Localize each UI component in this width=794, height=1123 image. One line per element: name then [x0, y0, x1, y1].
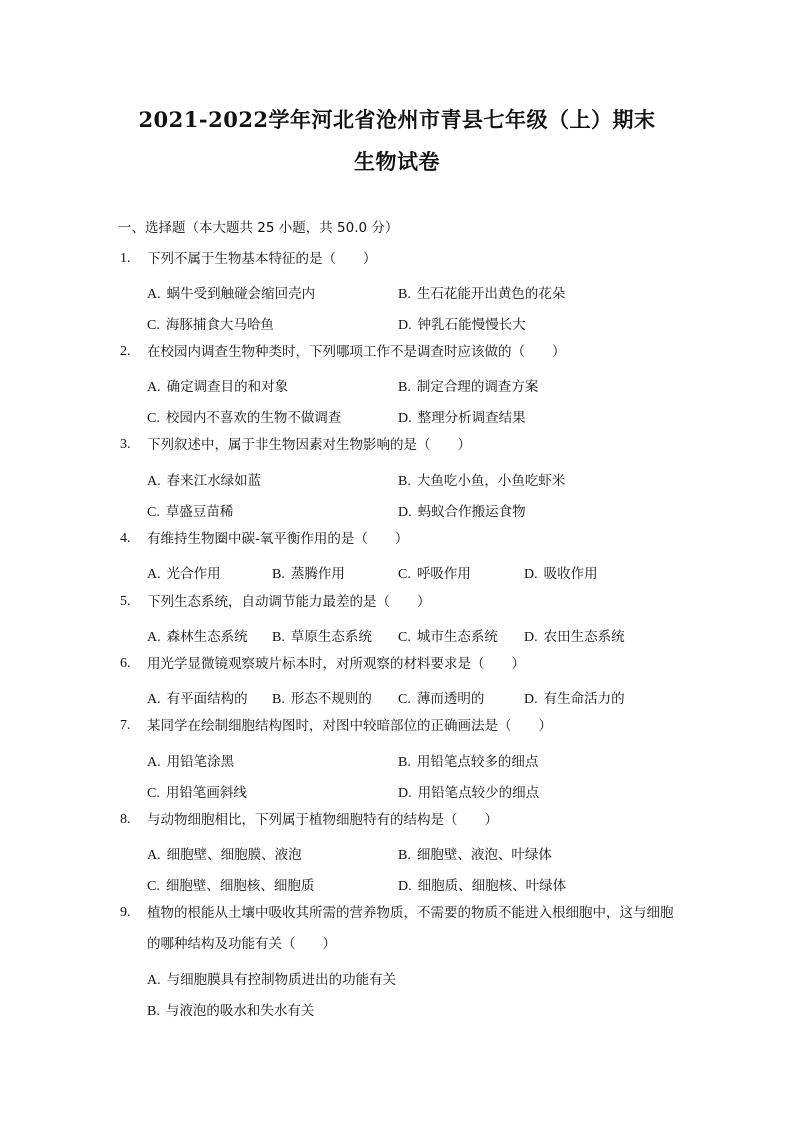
option-text: 蚂蚁合作搬运食物: [417, 504, 526, 520]
option-letter: D.: [398, 505, 412, 520]
option-b: [398, 750, 538, 771]
option-a: [147, 625, 248, 646]
option-text: 形态不规则的: [290, 691, 372, 707]
option-text: 吸收作用: [543, 566, 598, 582]
option-letter: C.: [398, 692, 411, 707]
option-text: 生石花能开出黄色的花朵: [416, 286, 566, 302]
question-stem: 植物的根能从土壤中吸收其所需的营养物质，不需要的物质不能进入根细胞中，这与细胞的哪种结构及功能有关（ ）: [147, 905, 674, 952]
option-text: 大鱼吃小鱼，小鱼吃虾米: [416, 473, 566, 489]
option-d: [524, 562, 598, 583]
option-letter: D.: [398, 318, 412, 333]
option-a: [147, 687, 248, 708]
question-number: 6.: [120, 656, 131, 671]
option-letter: B.: [398, 755, 411, 770]
option-text: 蜗牛受到触碰会缩回壳内: [166, 286, 316, 302]
option-d: [524, 625, 625, 646]
option-letter: D.: [398, 879, 412, 894]
option-b: [272, 687, 372, 708]
option-d: [398, 500, 526, 521]
question-number: 2.: [120, 344, 131, 359]
option-d: [398, 781, 539, 802]
option-text: 森林生态系统: [166, 629, 248, 645]
exam-title-line2: 生物试卷: [354, 149, 440, 174]
option-letter: B.: [147, 1004, 160, 1019]
exam-title-line1: 2021-2022学年河北省沧州市青县七年级（上）期末: [138, 107, 656, 132]
question-number: 4.: [120, 531, 131, 546]
option-letter: A.: [147, 287, 161, 302]
section-heading: 一、选择题（本大题共 25 小题，共 50.0 分）: [118, 220, 399, 236]
option-letter: B.: [272, 630, 285, 645]
option-letter: D.: [524, 692, 538, 707]
option-letter: A.: [147, 973, 161, 988]
option-letter: C.: [147, 879, 160, 894]
option-text: 与液泡的吸水和失水有关: [165, 1003, 315, 1019]
option-a: [147, 375, 288, 396]
option-letter: A.: [147, 755, 161, 770]
option-text: 有平面结构的: [166, 691, 248, 707]
question-stem: 下列叙述中，属于非生物因素对生物影响的是（ ）: [147, 437, 471, 453]
option-letter: A.: [147, 630, 161, 645]
option-letter: D.: [524, 630, 538, 645]
option-letter: A.: [147, 474, 161, 489]
option-d: [524, 687, 625, 708]
option-text: 有生命活力的: [543, 691, 625, 707]
question-number: 7.: [120, 718, 131, 733]
option-letter: B.: [398, 380, 411, 395]
option-a: [147, 562, 221, 583]
option-text: 呼吸作用: [416, 566, 471, 582]
option-text: 整理分析调查结果: [417, 410, 526, 426]
option-b: [398, 375, 538, 396]
option-b: [398, 843, 552, 864]
option-letter: A.: [147, 848, 161, 863]
option-letter: B.: [398, 287, 411, 302]
option-text: 农田生态系统: [543, 629, 625, 645]
option-text: 钟乳石能慢慢长大: [417, 317, 526, 333]
option-b: [272, 625, 372, 646]
question-stem: 下列生态系统，自动调节能力最差的是（ ）: [147, 594, 431, 610]
option-letter: B.: [398, 474, 411, 489]
question-number: 3.: [120, 437, 131, 452]
option-text: 用铅笔点较多的细点: [416, 754, 539, 770]
option-text: 薄而透明的: [416, 691, 485, 707]
question-number: 8.: [120, 812, 131, 827]
question-number: 1.: [120, 251, 131, 266]
option-a: [147, 843, 302, 864]
option-text: 草原生态系统: [290, 629, 372, 645]
question-number: 5.: [120, 594, 131, 609]
question-stem: 下列不属于生物基本特征的是（ ）: [147, 251, 377, 267]
option-text: 春来江水绿如蓝: [166, 473, 262, 489]
option-a: [147, 750, 234, 771]
option-letter: C.: [398, 630, 411, 645]
option-c: [147, 406, 341, 427]
option-letter: A.: [147, 692, 161, 707]
option-c: [147, 781, 247, 802]
question-stem: 某同学在绘制细胞结构图时，对图中较暗部位的正确画法是（ ）: [147, 718, 552, 734]
question-number: 9.: [120, 905, 131, 920]
option-b: [147, 999, 314, 1020]
option-letter: B.: [398, 848, 411, 863]
option-text: 城市生态系统: [416, 629, 498, 645]
option-c: [147, 500, 233, 521]
option-d: [398, 406, 526, 427]
option-b: [272, 562, 345, 583]
option-c: [147, 313, 274, 334]
option-b: [398, 282, 565, 303]
question-stem: 在校园内调查生物种类时，下列哪项工作不是调查时应该做的（ ）: [147, 344, 566, 360]
option-a: [147, 282, 315, 303]
option-d: [398, 313, 526, 334]
option-text: 草盛豆苗稀: [165, 504, 234, 520]
option-letter: C.: [147, 505, 160, 520]
option-text: 校园内不喜欢的生物不做调查: [165, 410, 342, 426]
question-stem: 有维持生物圈中碳-氧平衡作用的是（ ）: [147, 531, 409, 547]
option-text: 细胞质、细胞核、叶绿体: [417, 878, 567, 894]
option-text: 确定调查目的和对象: [166, 379, 289, 395]
option-text: 细胞壁、液泡、叶绿体: [416, 847, 552, 863]
option-a: [147, 469, 261, 490]
option-c: [398, 687, 484, 708]
option-c: [147, 874, 314, 895]
option-letter: B.: [272, 692, 285, 707]
option-text: 与细胞膜具有控制物质进出的功能有关: [166, 972, 397, 988]
option-letter: B.: [272, 567, 285, 582]
option-text: 用铅笔点较少的细点: [417, 785, 540, 801]
question-stem: 用光学显微镜观察玻片标本时，对所观察的材料要求是（ ）: [147, 656, 525, 672]
option-letter: D.: [398, 411, 412, 426]
option-text: 细胞壁、细胞核、细胞质: [165, 878, 315, 894]
option-letter: D.: [398, 786, 412, 801]
option-text: 用铅笔画斜线: [165, 785, 247, 801]
option-letter: C.: [147, 318, 160, 333]
option-letter: A.: [147, 380, 161, 395]
option-c: [398, 625, 498, 646]
option-text: 海豚捕食大马哈鱼: [165, 317, 274, 333]
option-letter: A.: [147, 567, 161, 582]
option-letter: C.: [398, 567, 411, 582]
option-text: 蒸腾作用: [290, 566, 345, 582]
option-c: [398, 562, 471, 583]
option-b: [398, 469, 565, 490]
option-a: [147, 968, 396, 989]
option-letter: D.: [524, 567, 538, 582]
option-text: 制定合理的调查方案: [416, 379, 539, 395]
option-text: 光合作用: [166, 566, 221, 582]
option-text: 细胞壁、细胞膜、液泡: [166, 847, 302, 863]
option-letter: C.: [147, 411, 160, 426]
option-text: 用铅笔涂黑: [166, 754, 235, 770]
question-stem: 与动物细胞相比，下列属于植物细胞特有的结构是（ ）: [147, 812, 498, 828]
option-d: [398, 874, 566, 895]
option-letter: C.: [147, 786, 160, 801]
